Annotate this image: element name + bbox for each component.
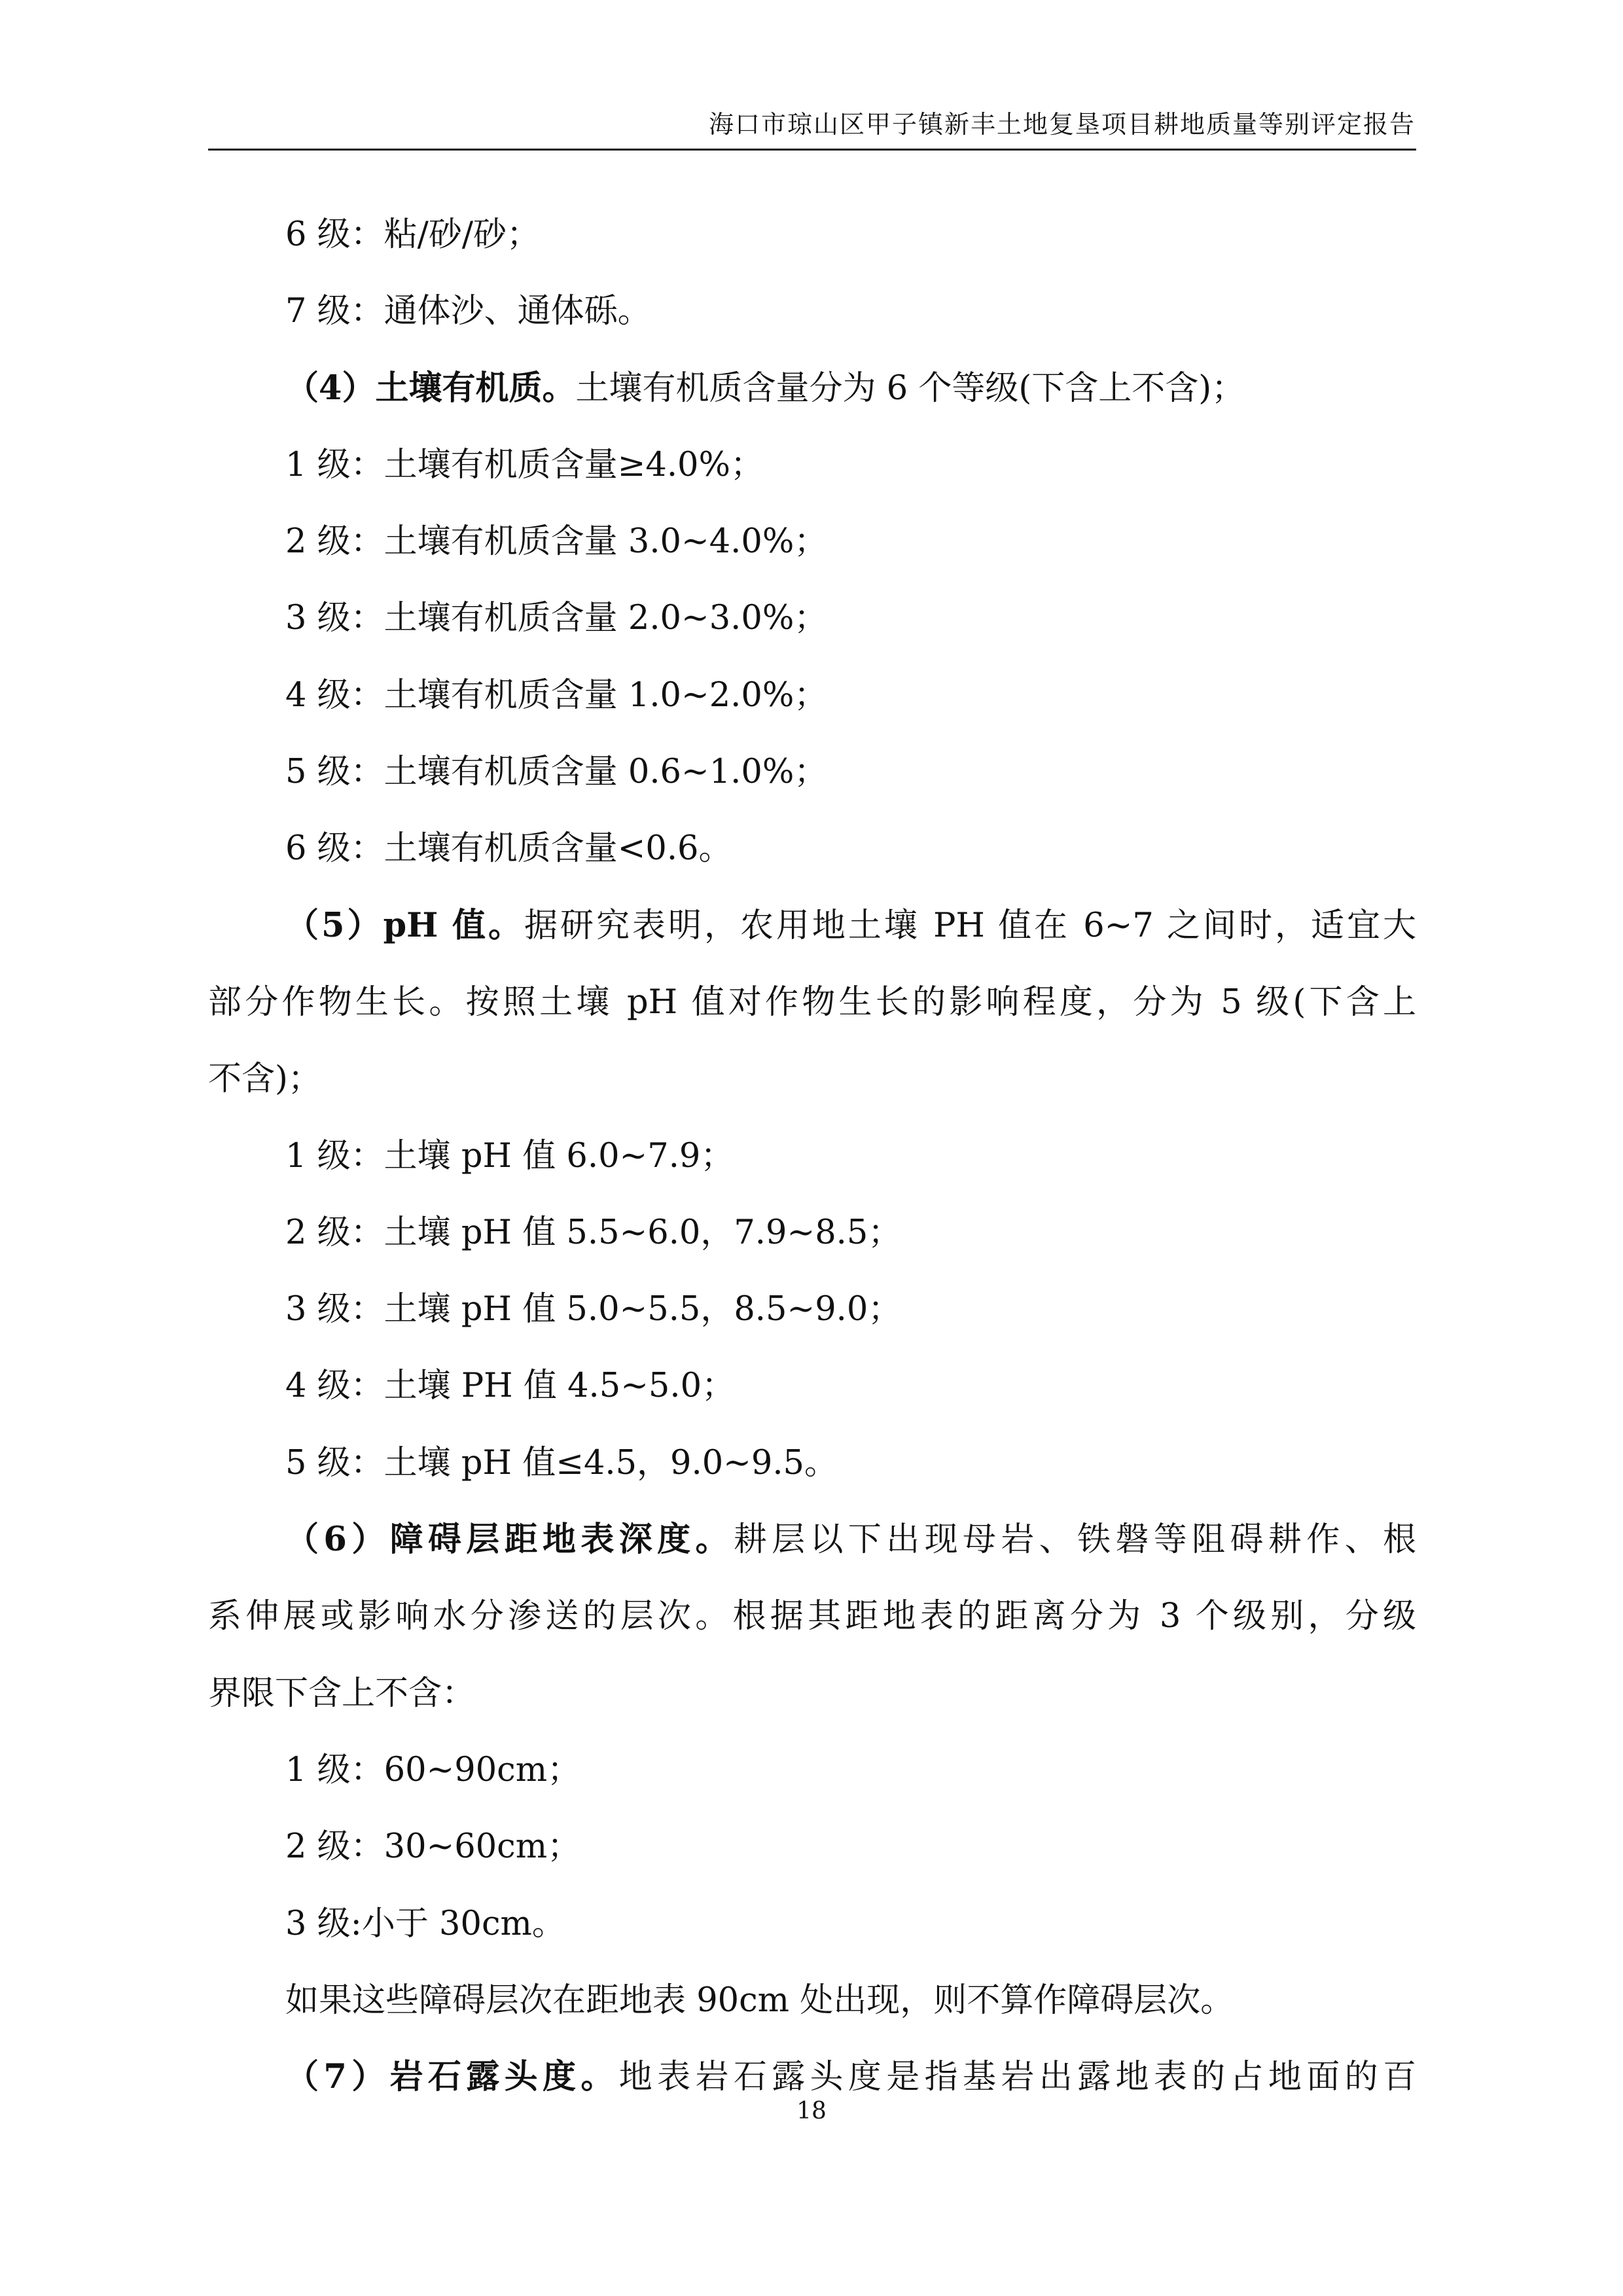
section-4-heading: （4）土壤有机质。 xyxy=(285,368,576,408)
header-title: 海口市琼山区甲子镇新丰土地复垦项目耕地质量等别评定报告 xyxy=(708,110,1416,139)
section-4-text: 土壤有机质含量分为 6 个等级(下含上不含)； xyxy=(575,368,1245,408)
header-divider xyxy=(208,149,1416,151)
grade-line: 1 级：土壤有机质含量≥4.0%； xyxy=(285,445,764,484)
grade-line: 3 级：土壤有机质含量 2.0~3.0%； xyxy=(285,599,828,638)
section-7-text: 地表岩石露头度是指基岩出露地表的占地面的百 xyxy=(618,2058,1416,2097)
grade-line: 2 级：土壤有机质含量 3.0~4.0%； xyxy=(285,522,828,562)
grade-line: 4 级：土壤有机质含量 1.0~2.0%； xyxy=(285,675,828,715)
section-6-paragraph-line xyxy=(208,1501,1416,1578)
note-line: 如果这些障碍层次在距地表 90cm 处出现，则不算作障碍层次。 xyxy=(285,1981,1234,2020)
section-6-heading: （6）障碍层距地表深度。 xyxy=(285,1520,734,1560)
grade-line: 6 级：土壤有机质含量<0.6。 xyxy=(285,829,732,869)
section-5-paragraph-line: 部分作物生长。按照土壤 pH 值对作物生长的影响程度，分为 5 级(下含上 xyxy=(208,982,1416,1022)
grade-line: 3 级:小于 30cm。 xyxy=(285,1904,565,1943)
grade-line: 7 级：通体沙、通体砾。 xyxy=(285,292,651,331)
grade-line: 2 级：30~60cm； xyxy=(285,1827,581,1867)
section-7-heading: （7）岩石露头度。 xyxy=(285,2057,619,2097)
section-5-text: 据研究表明，农用地土壤 PH 值在 6~7 之间时，适宜大 xyxy=(524,906,1416,945)
grade-line: 5 级：土壤有机质含量 0.6~1.0%； xyxy=(285,753,828,792)
document-body xyxy=(208,196,1416,2115)
grade-line: 2 级：土壤 pH 值 5.5~6.0，7.9~8.5； xyxy=(285,1213,902,1252)
grade-line: 1 级：60~90cm； xyxy=(285,1750,581,1789)
section-6-text: 耕层以下出现母岩、铁磐等阻碍耕作、根 xyxy=(733,1520,1416,1560)
section-5-heading: （5）pH 值。 xyxy=(285,905,525,945)
grade-line: 5 级：土壤 pH 值≤4.5，9.0~9.5。 xyxy=(285,1443,838,1482)
section-5-paragraph-line: 不含)； xyxy=(208,1060,321,1099)
grade-line: 6 级：粘/砂/砂； xyxy=(285,215,541,254)
section-5-paragraph-line xyxy=(208,888,1416,964)
grade-line: 1 级：土壤 pH 值 6.0~7.9； xyxy=(285,1136,734,1175)
section-6-paragraph-line: 系伸展或影响水分渗送的层次。根据其距地表的距离分为 3 个级别，分级 xyxy=(208,1597,1416,1636)
grade-line: 4 级：土壤 PH 值 4.5~5.0； xyxy=(285,1367,736,1406)
grade-line: 3 级：土壤 pH 值 5.0~5.5，8.5~9.0； xyxy=(285,1290,902,1329)
section-6-paragraph-line: 界限下含上不含： xyxy=(208,1674,476,1713)
page-number: 18 xyxy=(796,2098,827,2125)
section-4-paragraph xyxy=(208,350,1416,427)
